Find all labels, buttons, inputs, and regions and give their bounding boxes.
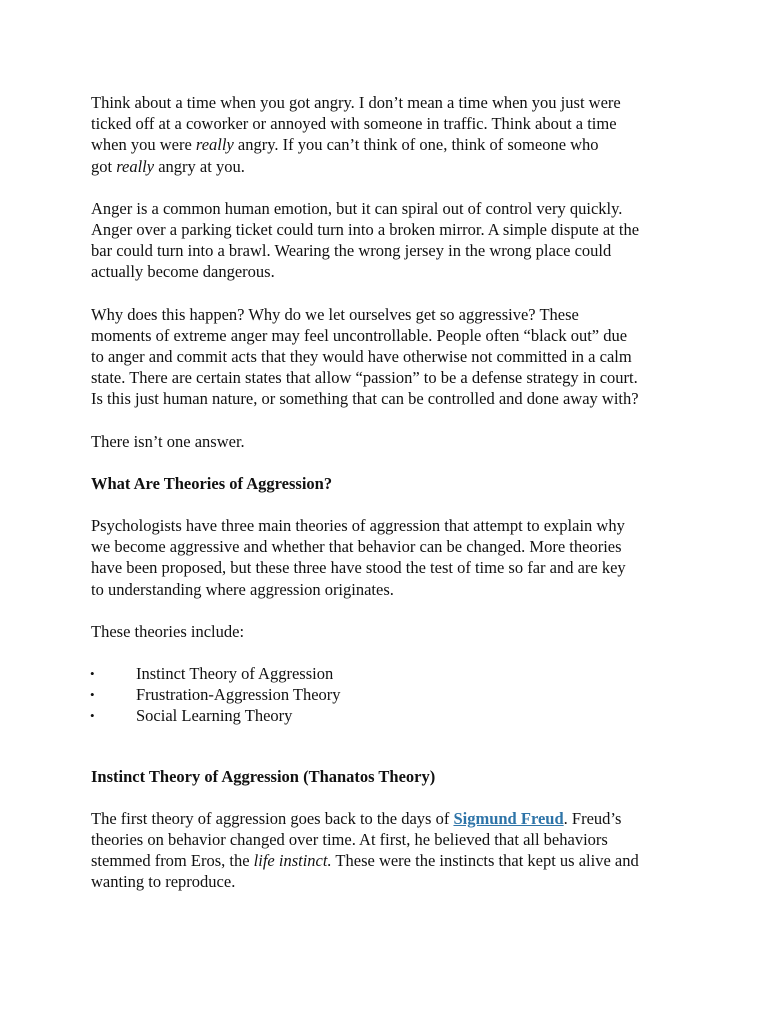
text-segment: angry. If you can’t think of one, think of someone who: [233, 135, 599, 155]
text-segment: angry at you.: [154, 156, 245, 176]
list-item-label: Instinct Theory of Aggression: [136, 664, 334, 684]
emphasis-text: really: [116, 156, 155, 176]
text-line: wanting to reproduce.: [91, 872, 236, 892]
list-item-label: Social Learning Theory: [136, 706, 293, 726]
answer-paragraph: There isn’t one answer.: [91, 431, 245, 451]
text-segment: got: [91, 156, 117, 176]
instinct-theory-paragraph: [91, 808, 691, 893]
theories-list: [91, 663, 691, 727]
why-paragraph: [91, 304, 691, 410]
theories-include-paragraph: These theories include:: [91, 621, 245, 641]
section-heading: What Are Theories of Aggression?: [91, 473, 333, 493]
text-line: state. There are certain states that allow “passion” to be a defense strategy in court.: [91, 368, 638, 388]
bullet-icon: •: [90, 708, 95, 724]
text-segment: These were the instincts that kept us alive and: [331, 851, 639, 871]
text-line: [91, 156, 691, 177]
document-body: [91, 92, 691, 893]
text-line: to anger and commit acts that they would have otherwise not committed in a calm: [91, 347, 632, 367]
text-segment: when you were: [91, 135, 196, 155]
text-line: [91, 808, 691, 829]
text-line: [91, 850, 691, 871]
list-item-label: Frustration-Aggression Theory: [136, 685, 341, 705]
text-line: Anger over a parking ticket could turn into a broken mirror. A simple dispute at the: [91, 220, 640, 240]
text-line: moments of extreme anger may feel uncontrollable. People often “black out” due: [91, 325, 628, 345]
text-line: have been proposed, but these three have stood the test of time so far and are key: [91, 558, 626, 578]
text-line: Psychologists have three main theories of aggression that attempt to explain why: [91, 516, 625, 536]
text-line: ticked off at a coworker or annoyed with someone in traffic. Think about a time: [91, 114, 617, 134]
text-line: Why does this happen? Why do we let ourselves get so aggressive? These: [91, 304, 579, 324]
text-segment: The first theory of aggression goes back to the days of: [91, 808, 454, 828]
text-line: bar could turn into a brawl. Wearing the wrong jersey in the wrong place could: [91, 241, 612, 261]
section-heading: Instinct Theory of Aggression (Thanatos Theory): [91, 766, 436, 786]
text-line: actually become dangerous.: [91, 262, 275, 282]
emphasis-text: life instinct.: [253, 851, 332, 871]
text-segment: . Freud’s: [563, 808, 622, 828]
bullet-icon: •: [90, 666, 95, 682]
text-line: we become aggressive and whether that behavior can be changed. More theories: [91, 537, 622, 557]
intro-paragraph: [91, 92, 691, 177]
text-line: Is this just human nature, or something that can be controlled and done away with?: [91, 389, 639, 409]
text-line: Anger is a common human emotion, but it can spiral out of control very quickly.: [91, 198, 623, 218]
anger-paragraph: [91, 198, 691, 283]
emphasis-text: really: [195, 135, 234, 155]
list-item: [91, 663, 691, 684]
text-line: theories on behavior changed over time. At first, he believed that all behaviors: [91, 830, 608, 850]
text-line: to understanding where aggression originates.: [91, 579, 394, 599]
theories-intro-paragraph: [91, 515, 691, 600]
text-line: Think about a time when you got angry. I don’t mean a time when you just were: [91, 93, 621, 112]
sigmund-freud-link[interactable]: Sigmund Freud: [453, 808, 564, 828]
list-item: [91, 705, 691, 726]
text-segment: stemmed from Eros, the: [91, 851, 254, 871]
list-item: [91, 684, 691, 705]
text-line: [91, 134, 691, 155]
bullet-icon: •: [90, 687, 95, 703]
